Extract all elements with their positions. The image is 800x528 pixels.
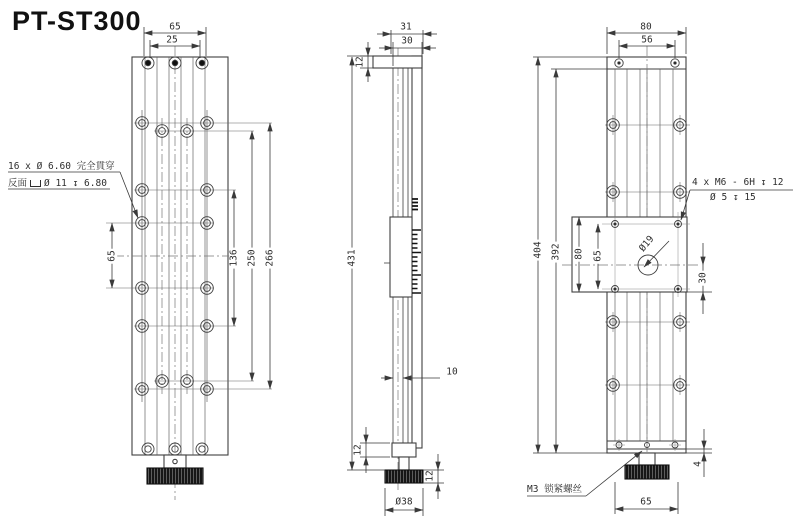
front-dim-250: 250 (246, 249, 258, 267)
side-dim-31: 31 (400, 21, 412, 33)
back-note-tapped-line2: Ø 5 ↧ 15 (710, 192, 756, 203)
back-dim-screw-spacing: 56 (641, 34, 653, 46)
side-view (347, 30, 444, 516)
back-note-tapped-line1: 4 x M6 - 6H ↧ 12 (692, 177, 784, 188)
drawing-title: PT-ST300 (12, 6, 142, 36)
back-dim-end-cap: 4 (692, 461, 704, 467)
front-knob (147, 455, 203, 484)
front-dim-hole-span-left: 65 (106, 250, 118, 262)
back-note-lock-screw: M3 锁紧螺丝 (527, 484, 583, 495)
side-dim-knob-height: 12 (424, 470, 436, 482)
side-carriage (390, 217, 412, 297)
side-dim-knob-diameter: Ø38 (395, 496, 413, 508)
front-dim-width-top: 65 (169, 21, 181, 33)
front-note-holes-line1: 16 x Ø 6.60 完全貫穿 (8, 161, 115, 172)
back-view (527, 27, 793, 514)
front-note-holes-line2 (8, 179, 107, 189)
back-dim-center-offset: 30 (697, 272, 709, 284)
back-dim-plate-height: 80 (573, 248, 585, 260)
side-dim-rail-width: 10 (446, 366, 458, 378)
front-dim-266: 266 (264, 249, 276, 267)
counterbore-icon (30, 180, 41, 187)
side-dim-cap-top: 12 (354, 56, 366, 68)
front-note-prefix: 反面 (8, 178, 28, 189)
side-dim-30: 30 (401, 35, 413, 47)
back-center-hole-label: Ø19 (637, 233, 657, 254)
back-dim-392: 392 (550, 243, 562, 261)
back-dim-hole-spacing: 65 (592, 250, 604, 262)
front-note-value: Ø 11 ↧ 6.80 (44, 178, 107, 189)
side-dim-length: 431 (346, 249, 358, 267)
back-dim-width-top: 80 (640, 21, 652, 33)
side-dim-cap-bottom: 12 (352, 444, 364, 456)
back-dim-404: 404 (532, 241, 544, 259)
back-knob (625, 453, 669, 479)
back-dim-knob-span: 65 (640, 496, 652, 508)
front-dim-screw-spacing: 25 (166, 34, 178, 46)
side-knob (385, 470, 423, 483)
front-dim-136: 136 (228, 249, 240, 267)
